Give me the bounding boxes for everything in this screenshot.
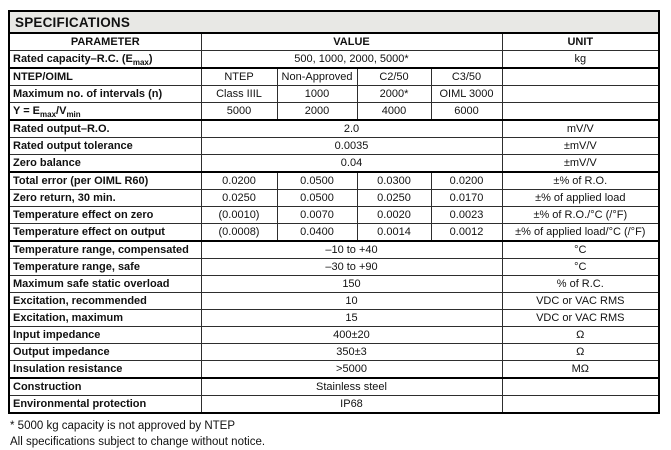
spec-row-temp-effect-zero bbox=[9, 207, 659, 224]
unit-cell bbox=[502, 103, 659, 121]
spec-row-ntep-oiml bbox=[9, 68, 659, 86]
value-cell: C3/50 bbox=[431, 68, 502, 86]
header-value: VALUE bbox=[201, 33, 502, 51]
value-cell: 0.0250 bbox=[357, 190, 431, 207]
value-cell: 6000 bbox=[431, 103, 502, 121]
spec-row-max-intervals bbox=[9, 86, 659, 103]
value-cell: 0.0014 bbox=[357, 224, 431, 242]
param-cell: Zero balance bbox=[9, 155, 201, 173]
value-cell: 0.0023 bbox=[431, 207, 502, 224]
unit-cell: ±% of R.O./°C (/°F) bbox=[502, 207, 659, 224]
spec-row-temp-range-safe bbox=[9, 259, 659, 276]
unit-cell: MΩ bbox=[502, 361, 659, 379]
value-cell: 0.0300 bbox=[357, 172, 431, 190]
unit-cell: VDC or VAC RMS bbox=[502, 310, 659, 327]
value-cell: 10 bbox=[201, 293, 502, 310]
table-title-row bbox=[9, 11, 659, 33]
unit-cell: ±% of applied load bbox=[502, 190, 659, 207]
value-cell: 0.0400 bbox=[277, 224, 357, 242]
param-cell: Temperature range, safe bbox=[9, 259, 201, 276]
param-cell: Zero return, 30 min. bbox=[9, 190, 201, 207]
footnote-ntep: * 5000 kg capacity is not approved by NTEP bbox=[10, 420, 236, 432]
unit-cell: mV/V bbox=[502, 120, 659, 138]
param-cell: Maximum safe static overload bbox=[9, 276, 201, 293]
param-cell: Environmental protection bbox=[9, 396, 201, 414]
unit-cell: ±% of R.O. bbox=[502, 172, 659, 190]
unit-cell: ±mV/V bbox=[502, 138, 659, 155]
param-cell: Input impedance bbox=[9, 327, 201, 344]
param-cell: Temperature effect on output bbox=[9, 224, 201, 242]
spec-row-environmental-protection bbox=[9, 396, 659, 414]
value-cell: 500, 1000, 2000, 5000* bbox=[201, 51, 502, 69]
specifications-table bbox=[8, 10, 660, 414]
value-cell: 0.0020 bbox=[357, 207, 431, 224]
value-cell: Class IIIL bbox=[201, 86, 277, 103]
spec-row-max-safe-overload bbox=[9, 276, 659, 293]
unit-cell: °C bbox=[502, 259, 659, 276]
value-cell: 15 bbox=[201, 310, 502, 327]
param-cell: Excitation, recommended bbox=[9, 293, 201, 310]
spec-row-excitation-maximum bbox=[9, 310, 659, 327]
value-cell: 1000 bbox=[277, 86, 357, 103]
value-cell: 4000 bbox=[357, 103, 431, 121]
value-cell: 0.0200 bbox=[431, 172, 502, 190]
spec-row-total-error bbox=[9, 172, 659, 190]
header-parameter: PARAMETER bbox=[9, 33, 201, 51]
unit-cell: kg bbox=[502, 51, 659, 69]
param-cell: Total error (per OIML R60) bbox=[9, 172, 201, 190]
param-cell: Excitation, maximum bbox=[9, 310, 201, 327]
unit-cell: ±% of applied load/°C (/°F) bbox=[502, 224, 659, 242]
param-cell: Maximum no. of intervals (n) bbox=[9, 86, 201, 103]
unit-cell: ±mV/V bbox=[502, 155, 659, 173]
spec-row-y-ratio bbox=[9, 103, 659, 121]
param-cell: Output impedance bbox=[9, 344, 201, 361]
value-cell: 0.04 bbox=[201, 155, 502, 173]
param-cell: $Y = E_{max}/V_{min}$ bbox=[9, 103, 201, 121]
unit-cell bbox=[502, 68, 659, 86]
unit-cell bbox=[502, 86, 659, 103]
spec-row-rated-output bbox=[9, 120, 659, 138]
value-cell: 400±20 bbox=[201, 327, 502, 344]
value-cell: –30 to +90 bbox=[201, 259, 502, 276]
param-cell: Construction bbox=[9, 378, 201, 396]
value-cell: 2.0 bbox=[201, 120, 502, 138]
value-cell: 2000 bbox=[277, 103, 357, 121]
table-header-row bbox=[9, 33, 659, 51]
unit-cell: Ω bbox=[502, 327, 659, 344]
value-cell: 0.0070 bbox=[277, 207, 357, 224]
value-cell: 350±3 bbox=[201, 344, 502, 361]
spec-row-input-impedance bbox=[9, 327, 659, 344]
value-cell: 5000 bbox=[201, 103, 277, 121]
unit-cell: °C bbox=[502, 241, 659, 259]
value-cell: 0.0200 bbox=[201, 172, 277, 190]
spec-row-construction bbox=[9, 378, 659, 396]
table-title: SPECIFICATIONS bbox=[9, 11, 659, 33]
value-cell: IP68 bbox=[201, 396, 502, 414]
value-cell: Non-Approved bbox=[277, 68, 357, 86]
value-cell: 2000* bbox=[357, 86, 431, 103]
unit-cell bbox=[502, 396, 659, 414]
value-cell: –10 to +40 bbox=[201, 241, 502, 259]
value-cell: 150 bbox=[201, 276, 502, 293]
value-cell: 0.0170 bbox=[431, 190, 502, 207]
value-cell: 0.0500 bbox=[277, 172, 357, 190]
spec-row-rated-capacity bbox=[9, 51, 659, 69]
param-cell: Insulation resistance bbox=[9, 361, 201, 379]
unit-cell bbox=[502, 378, 659, 396]
param-cell: Temperature range, compensated bbox=[9, 241, 201, 259]
spec-row-zero-return bbox=[9, 190, 659, 207]
value-cell: 0.0012 bbox=[431, 224, 502, 242]
spec-row-output-impedance bbox=[9, 344, 659, 361]
value-cell: OIML 3000 bbox=[431, 86, 502, 103]
param-cell: Rated capacity–R.C. $(E_{max})$ bbox=[9, 51, 201, 69]
param-cell: Rated output tolerance bbox=[9, 138, 201, 155]
footnote-subject-to-change: All specifications subject to change without notice. bbox=[10, 436, 266, 448]
footnotes bbox=[10, 418, 671, 450]
value-cell: 0.0035 bbox=[201, 138, 502, 155]
value-cell: 0.0250 bbox=[201, 190, 277, 207]
unit-cell: % of R.C. bbox=[502, 276, 659, 293]
spec-row-temp-range-compensated bbox=[9, 241, 659, 259]
spec-row-excitation-recommended bbox=[9, 293, 659, 310]
spec-row-rated-output-tolerance bbox=[9, 138, 659, 155]
value-cell: Stainless steel bbox=[201, 378, 502, 396]
unit-cell: VDC or VAC RMS bbox=[502, 293, 659, 310]
spec-row-zero-balance bbox=[9, 155, 659, 173]
param-cell: NTEP/OIML bbox=[9, 68, 201, 86]
value-cell: 0.0500 bbox=[277, 190, 357, 207]
value-cell: C2/50 bbox=[357, 68, 431, 86]
value-cell: >5000 bbox=[201, 361, 502, 379]
value-cell: NTEP bbox=[201, 68, 277, 86]
value-cell: (0.0008) bbox=[201, 224, 277, 242]
value-cell: (0.0010) bbox=[201, 207, 277, 224]
spec-row-temp-effect-output bbox=[9, 224, 659, 242]
header-unit: UNIT bbox=[502, 33, 659, 51]
spec-row-insulation-resistance bbox=[9, 361, 659, 379]
param-cell: Rated output–R.O. bbox=[9, 120, 201, 138]
param-cell: Temperature effect on zero bbox=[9, 207, 201, 224]
unit-cell: Ω bbox=[502, 344, 659, 361]
